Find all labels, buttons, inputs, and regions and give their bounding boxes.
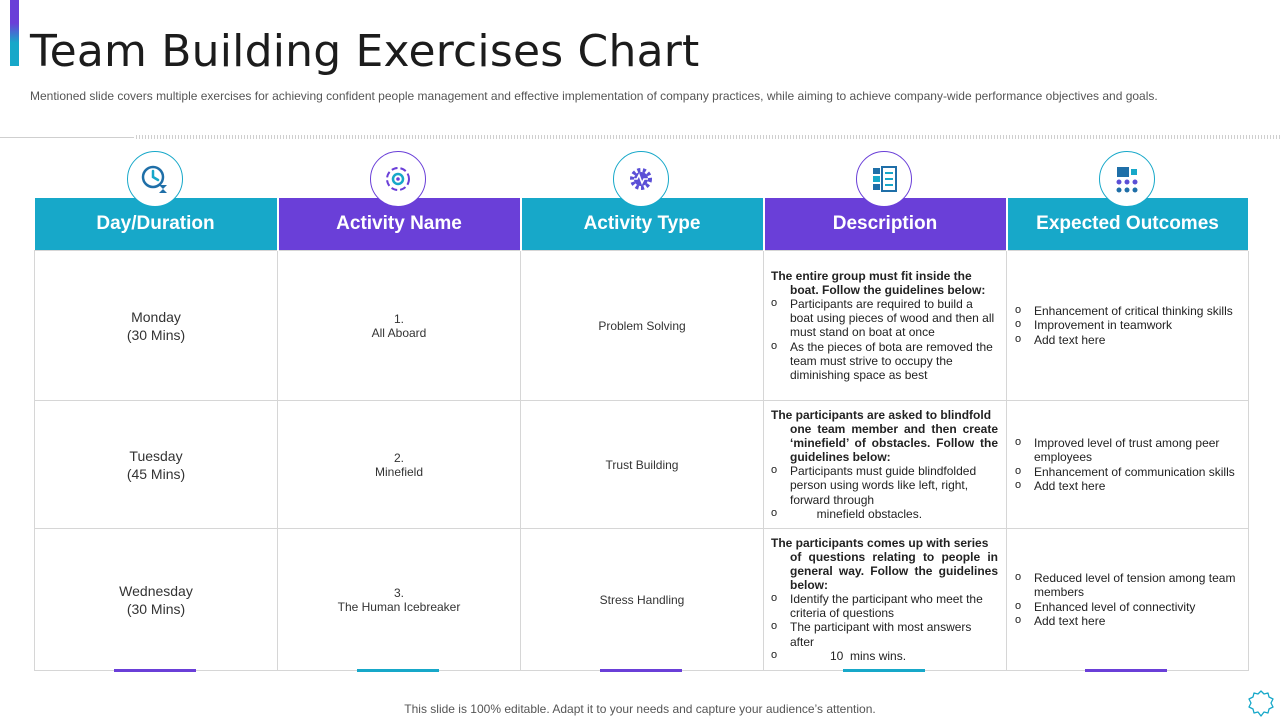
duration-label: (30 Mins)	[126, 600, 186, 617]
outcome-item: o Reduced level of tension among team members	[1015, 571, 1242, 600]
outcome-item: o Improved level of trust among peer employees	[1015, 436, 1242, 465]
description-bullet: o Participants are required to build a boat using pieces of wood and then all must stand on boat at once	[771, 297, 998, 340]
activity-type: Trust Building	[605, 457, 679, 472]
activity-type-cell	[521, 529, 764, 671]
column-accent-underline	[357, 669, 439, 672]
description-bullet: o minefield obstacles.	[771, 507, 998, 521]
activity-name: All Aboard	[371, 325, 427, 340]
stopwatch-icon	[127, 151, 183, 207]
gear-pulse-icon	[613, 151, 669, 207]
outcomes-cell	[1007, 251, 1249, 401]
description-lead	[771, 408, 998, 464]
team-hierarchy-icon	[1099, 151, 1155, 207]
day-cell	[35, 251, 278, 401]
gear-outline-icon	[1245, 688, 1277, 720]
outcome-item: o Enhancement of communication skills	[1015, 465, 1242, 479]
description-first-line: The participants comes up with series	[771, 535, 989, 550]
duration-label: (45 Mins)	[126, 465, 186, 482]
activity-name-cell	[278, 401, 521, 529]
page-title: Team Building Exercises Chart	[30, 26, 700, 77]
activity-number: 1.	[393, 311, 404, 326]
description-cell	[764, 401, 1007, 529]
divider-line	[0, 137, 134, 138]
activity-type-cell	[521, 251, 764, 401]
day-label: Wednesday	[119, 582, 193, 599]
activity-name: The Human Icebreaker	[337, 599, 461, 614]
activity-name-cell	[278, 529, 521, 671]
outcome-item: o Add text here	[1015, 333, 1242, 347]
column-accent-underline	[843, 669, 925, 672]
description-bullet: o Identify the participant who meet the criteria of questions	[771, 592, 998, 621]
activity-type: Problem Solving	[598, 318, 686, 333]
description-lead	[771, 269, 998, 297]
description-rest: of questions relating to people in general way. Follow the guidelines below:	[790, 549, 998, 592]
checklist-icon	[856, 151, 912, 207]
description-rest: boat. Follow the guidelines below:	[790, 282, 986, 297]
column-accent-underline	[1085, 669, 1167, 672]
title-accent-bar	[10, 0, 19, 66]
activity-number: 2.	[393, 450, 404, 465]
description-bullet: o 10 mins wins.	[771, 649, 998, 663]
description-first-line: The participants are asked to blindfold	[771, 407, 992, 422]
divider-dotted-line	[136, 135, 1280, 139]
outcomes-cell	[1007, 401, 1249, 529]
exercises-table	[34, 198, 1248, 671]
description-cell	[764, 529, 1007, 671]
description-bullet: o Participants must guide blindfolded person using words like left, right, forward through	[771, 464, 998, 507]
description-cell	[764, 251, 1007, 401]
header-activity-name: Activity Name	[278, 198, 521, 251]
activity-type: Stress Handling	[599, 592, 685, 607]
table-row	[35, 401, 1249, 529]
page-subtitle: Mentioned slide covers multiple exercises for achieving confident people management and effective implementation of company practices, while aiming to achieve company-wide performance objectives and goals.	[30, 89, 1158, 103]
outcome-item: o Enhancement of critical thinking skills	[1015, 304, 1242, 318]
footer-note: This slide is 100% editable. Adapt it to your needs and capture your audience’s attention.	[404, 702, 876, 716]
outcome-item: o Add text here	[1015, 479, 1242, 493]
target-cycle-icon	[370, 151, 426, 207]
outcomes-cell	[1007, 529, 1249, 671]
table-row	[35, 251, 1249, 401]
description-lead	[771, 536, 998, 592]
column-accent-underline	[114, 669, 196, 672]
header-day-duration: Day/Duration	[35, 198, 278, 251]
header-expected-outcomes: Expected Outcomes	[1007, 198, 1249, 251]
table-row	[35, 529, 1249, 671]
day-cell	[35, 401, 278, 529]
activity-type-cell	[521, 401, 764, 529]
activity-name-cell	[278, 251, 521, 401]
description-bullet: o The participant with most answers after	[771, 620, 998, 649]
day-label: Tuesday	[129, 447, 183, 464]
column-accent-underline	[600, 669, 682, 672]
day-label: Monday	[131, 308, 181, 325]
header-activity-type: Activity Type	[521, 198, 764, 251]
header-description: Description	[764, 198, 1007, 251]
outcome-item: o Add text here	[1015, 614, 1242, 628]
description-first-line: The entire group must fit inside the	[771, 268, 972, 283]
description-rest: one team member and then create ‘minefield’ of obstacles. Follow the guidelines below:	[790, 421, 998, 464]
duration-label: (30 Mins)	[126, 326, 186, 343]
day-cell	[35, 529, 278, 671]
activity-number: 3.	[393, 585, 404, 600]
outcome-item: o Improvement in teamwork	[1015, 318, 1242, 332]
description-bullet: o As the pieces of bota are removed the team must strive to occupy the diminishing space as best	[771, 340, 998, 383]
activity-name: Minefield	[374, 464, 424, 479]
outcome-item: o Enhanced level of connectivity	[1015, 600, 1242, 614]
